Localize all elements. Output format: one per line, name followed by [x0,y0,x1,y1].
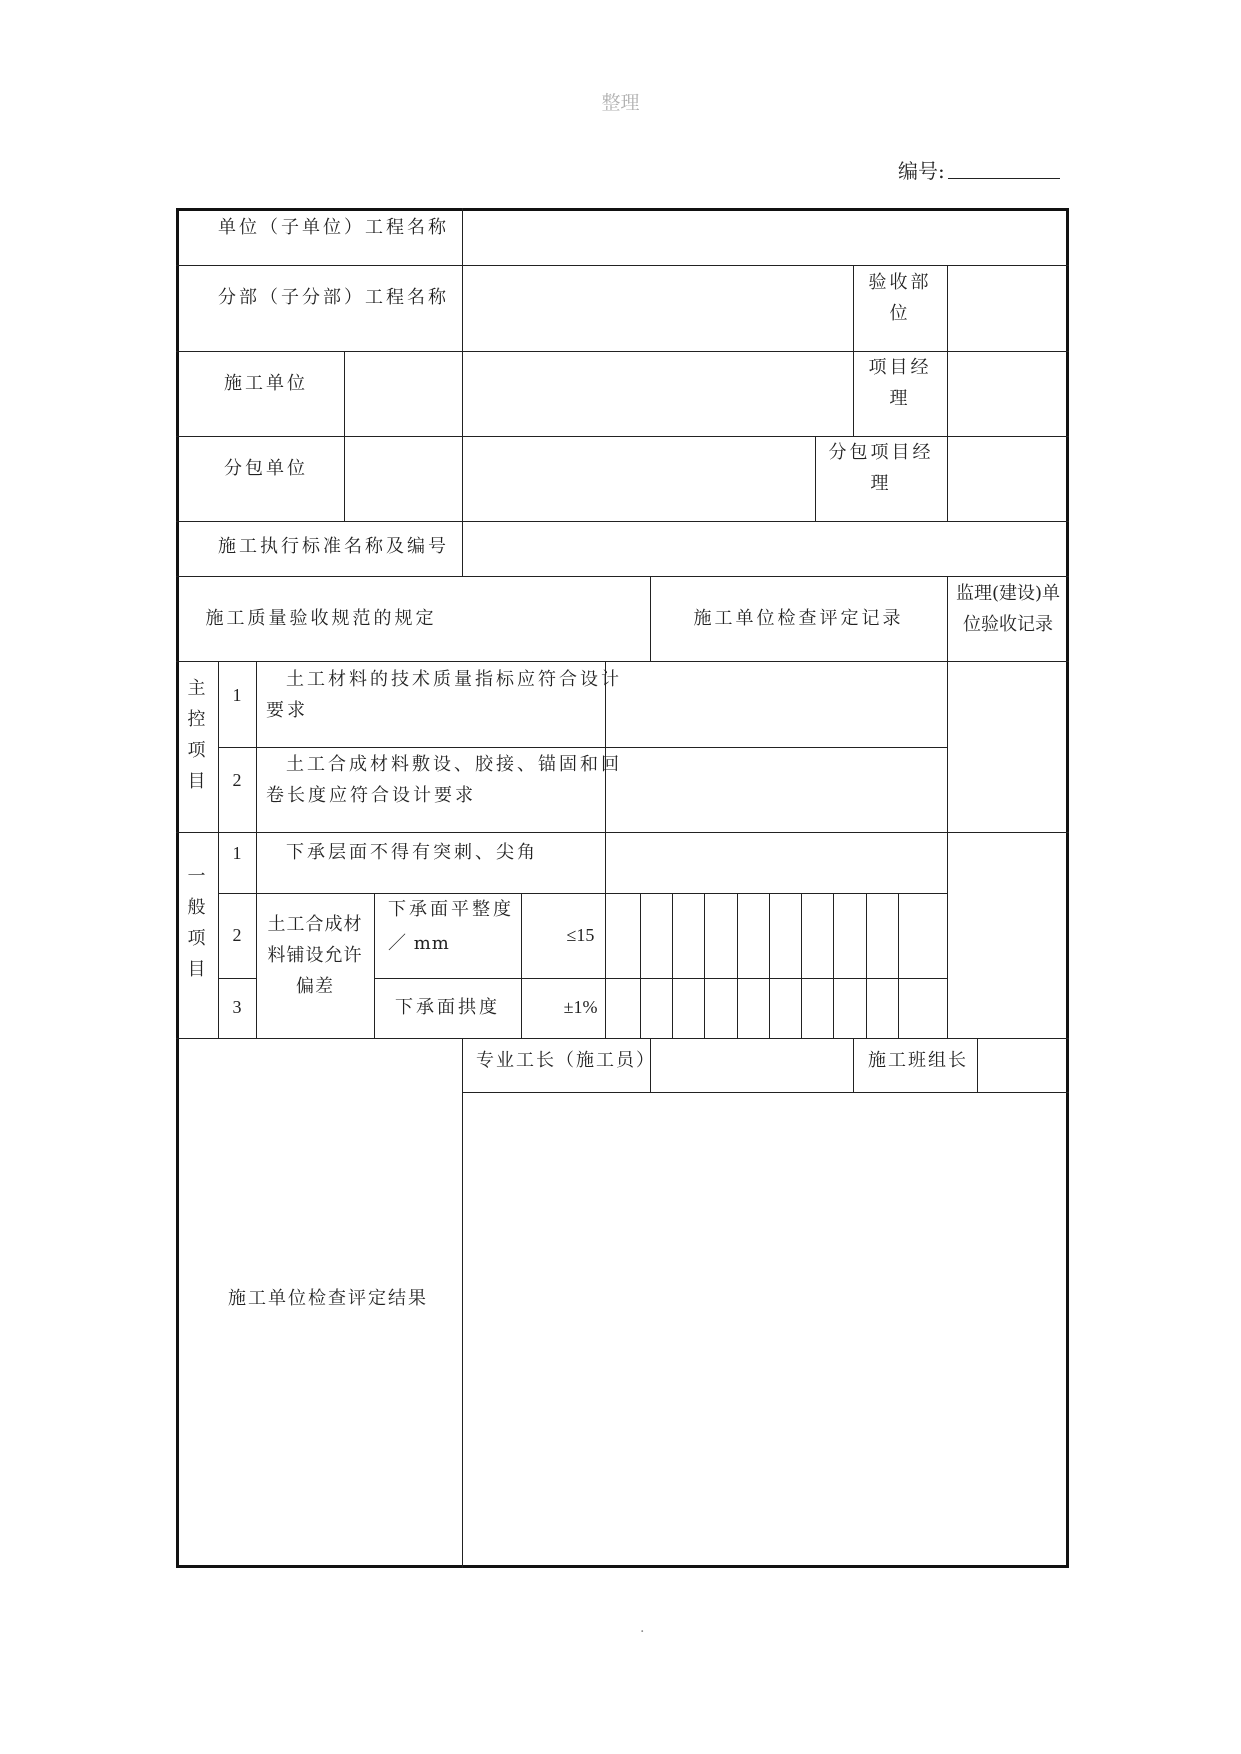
general-supervisor-record-field[interactable] [951,836,1064,1035]
column-divider [672,893,673,1038]
team-leader-field[interactable] [981,1042,1065,1089]
column-divider [462,521,463,576]
contractor-record-header: 施工单位检查评定记录 [693,608,904,629]
row-divider [176,661,1069,662]
contractor-label: 施工单位 [224,373,308,394]
column-divider [853,265,854,436]
column-divider [866,893,867,1038]
contractor-field[interactable] [348,355,849,433]
row-divider [176,1038,1069,1039]
team-leader-label: 施工班组长 [868,1050,968,1071]
subcontractor-label: 分包单位 [224,458,308,479]
general-item-3-name: 下承面拱度 [395,997,500,1018]
general-item-3-number: 3 [232,997,242,1017]
general-item-2-name-line1: 下承面平整度 [388,899,514,920]
column-divider [640,893,641,1038]
column-divider [833,893,834,1038]
deviation-label-line2: 料铺设允许 [267,945,363,966]
main-supervisor-record-field[interactable] [951,665,1064,829]
serial-number-field[interactable] [948,178,1060,179]
project-name-field[interactable] [466,212,1064,262]
acceptance-part-field[interactable] [951,269,1064,348]
column-divider [853,1038,854,1092]
project-manager-label-line1: 项目经 [868,357,932,378]
column-divider [605,661,606,1038]
column-divider [947,576,948,1038]
foreman-label: 专业工长（施工员） [476,1050,656,1071]
division-name-label: 分部（子分部）工程名称 [218,287,449,308]
standard-label: 施工执行标准名称及编号 [218,536,449,557]
general-label-4: 目 [187,959,209,980]
result-field[interactable] [466,1096,1064,1564]
deviation-label-line3: 偏差 [296,976,334,997]
column-divider [801,893,802,1038]
sub-project-manager-label-line2: 理 [870,473,892,494]
row-divider [218,978,256,979]
footer-dot: . [640,1620,645,1636]
main-control-label-2: 控 [187,709,209,730]
row-divider [176,832,1069,833]
deviation-label-line1: 土工合成材 [267,914,363,935]
subcontractor-field[interactable] [348,440,811,518]
column-divider [704,893,705,1038]
main-item-1-text-line2: 要求 [266,700,308,721]
acceptance-part-label-line2: 位 [889,303,911,324]
main-control-label-3: 项 [187,740,209,761]
row-divider [176,521,1069,522]
main-item-1-record-field[interactable] [609,665,943,743]
column-divider [737,893,738,1038]
general-item-2-limit: ≤15 [566,925,595,945]
column-divider [344,351,345,521]
main-item-1-text-line1: 土工材料的技术质量指标应符合设计 [286,669,622,690]
main-control-label-1: 主 [187,678,209,699]
main-item-2-text-line2: 卷长度应符合设计要求 [266,785,476,806]
foreman-field[interactable] [654,1042,849,1089]
general-label-2: 般 [187,897,209,918]
column-divider [898,893,899,1038]
serial-number-label: 编号: [898,159,945,183]
project-name-label: 单位（子单位）工程名称 [218,217,449,238]
spec-header: 施工质量验收规范的规定 [205,608,437,629]
project-manager-field[interactable] [951,355,1064,433]
main-item-2-record-field[interactable] [609,751,943,829]
row-divider [218,893,948,894]
row-divider [462,1092,1069,1093]
standard-field[interactable] [466,525,1064,573]
general-label-1: 一 [187,866,209,887]
supervisor-record-header-line1: 监理(建设)单 [955,583,1061,604]
column-divider [947,265,948,521]
division-name-field[interactable] [466,269,849,348]
column-divider [769,893,770,1038]
sub-project-manager-label-line1: 分包项目经 [828,442,934,463]
result-label: 施工单位检查评定结果 [228,1288,428,1309]
column-divider [977,1038,978,1092]
general-item-1-record-field[interactable] [609,836,943,890]
column-divider [815,436,816,521]
page-header-title: 整理 [601,92,640,114]
column-divider [462,1038,463,1568]
general-item-2-name-line2: ／ mm [388,933,450,954]
general-label-3: 项 [187,928,209,949]
main-item-2-number: 2 [232,770,242,790]
general-item-1-text: 下承层面不得有突刺、尖角 [286,842,538,863]
general-item-3-limit: ±1% [563,997,598,1017]
row-divider [374,978,948,979]
project-manager-label-line2: 理 [889,388,911,409]
general-item-2-number: 2 [232,925,242,945]
main-control-label-4: 目 [187,771,209,792]
acceptance-part-label-line1: 验收部 [868,272,932,293]
row-divider [176,265,1069,266]
sub-project-manager-field[interactable] [951,440,1064,518]
supervisor-record-header-line2: 位验收记录 [963,614,1053,635]
row-divider [218,747,948,748]
main-item-2-text-line1: 土工合成材料敷设、胶接、锚固和回 [286,754,622,775]
row-divider [176,576,1069,577]
general-item-1-number: 1 [232,843,242,863]
main-item-1-number: 1 [232,685,242,705]
